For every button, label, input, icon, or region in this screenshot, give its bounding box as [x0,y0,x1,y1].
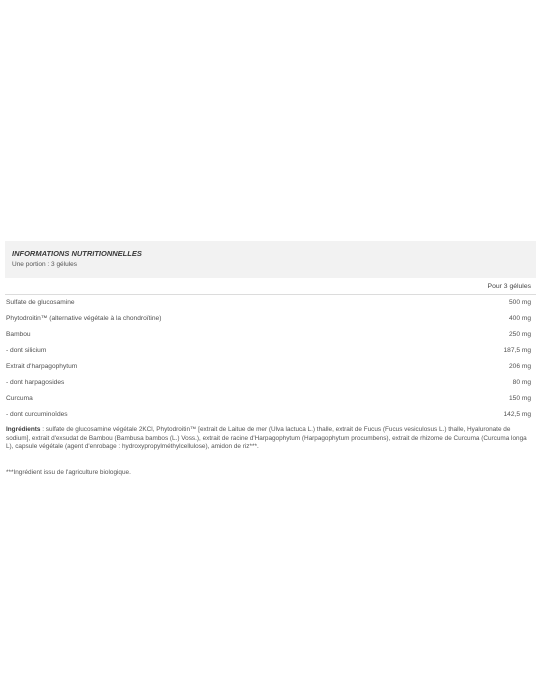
nutrition-panel [5,241,536,484]
row-name: Bambou [6,331,31,338]
column-header-label: Pour 3 gélules [487,283,531,290]
row-name: - dont curcuminoïdes [6,411,68,418]
table-row [5,343,536,359]
row-name: - dont silicium [6,347,47,354]
table-row [5,407,536,423]
ingredients-label: Ingrédients [6,426,41,433]
row-value: 250 mg [509,331,531,338]
table-row [5,295,536,311]
row-value: 206 mg [509,363,531,370]
ingredients-text: : sulfate de glucosamine végétale 2KCl, Phytodroitin™ [extrait de Laitue de mer (Ulva lactuca L.) thalle, extrait de Fucus (Fucus vesiculosus L.) thalle, Hyaluronate de sodium], extrait d'exsudat de Bambou (Bambusa bambos (L.) Voss.), extrait de racine d'Harpagophytum (Harpagophytum procumbens), extrait de rhizome de Curcuma (Curcuma longa L), capsule végétale (agent d'enrobage : hydroxypropylméthylcellulose), amidon de riz***. [6,426,527,451]
row-value: 150 mg [509,395,531,402]
row-value: 400 mg [509,315,531,322]
table-row [5,375,536,391]
row-name: Curcuma [6,395,33,402]
row-value: 500 mg [509,299,531,306]
ingredients-paragraph [5,424,536,452]
column-header [5,278,536,295]
portion-text: Une portion : 3 gélules [12,261,78,268]
nutrition-header [5,241,536,278]
row-name: Sulfate de glucosamine [6,299,75,306]
table-row [5,359,536,375]
row-name: - dont harpagosides [6,379,65,386]
table-row [5,311,536,327]
nutrition-title: INFORMATIONS NUTRITIONNELLES [12,249,142,258]
row-name: Extrait d'harpagophytum [6,363,78,370]
row-value: 80 mg [512,379,531,386]
table-row [5,327,536,343]
nutrition-table [5,295,536,423]
row-value: 187,5 mg [503,347,531,354]
table-row [5,391,536,407]
organic-footnote: ***Ingrédient issu de l'agriculture biologique. [6,469,131,477]
row-name: Phytodroitin™ (alternative végétale à la chondroïtine) [6,315,162,322]
row-value: 142,5 mg [503,411,531,418]
